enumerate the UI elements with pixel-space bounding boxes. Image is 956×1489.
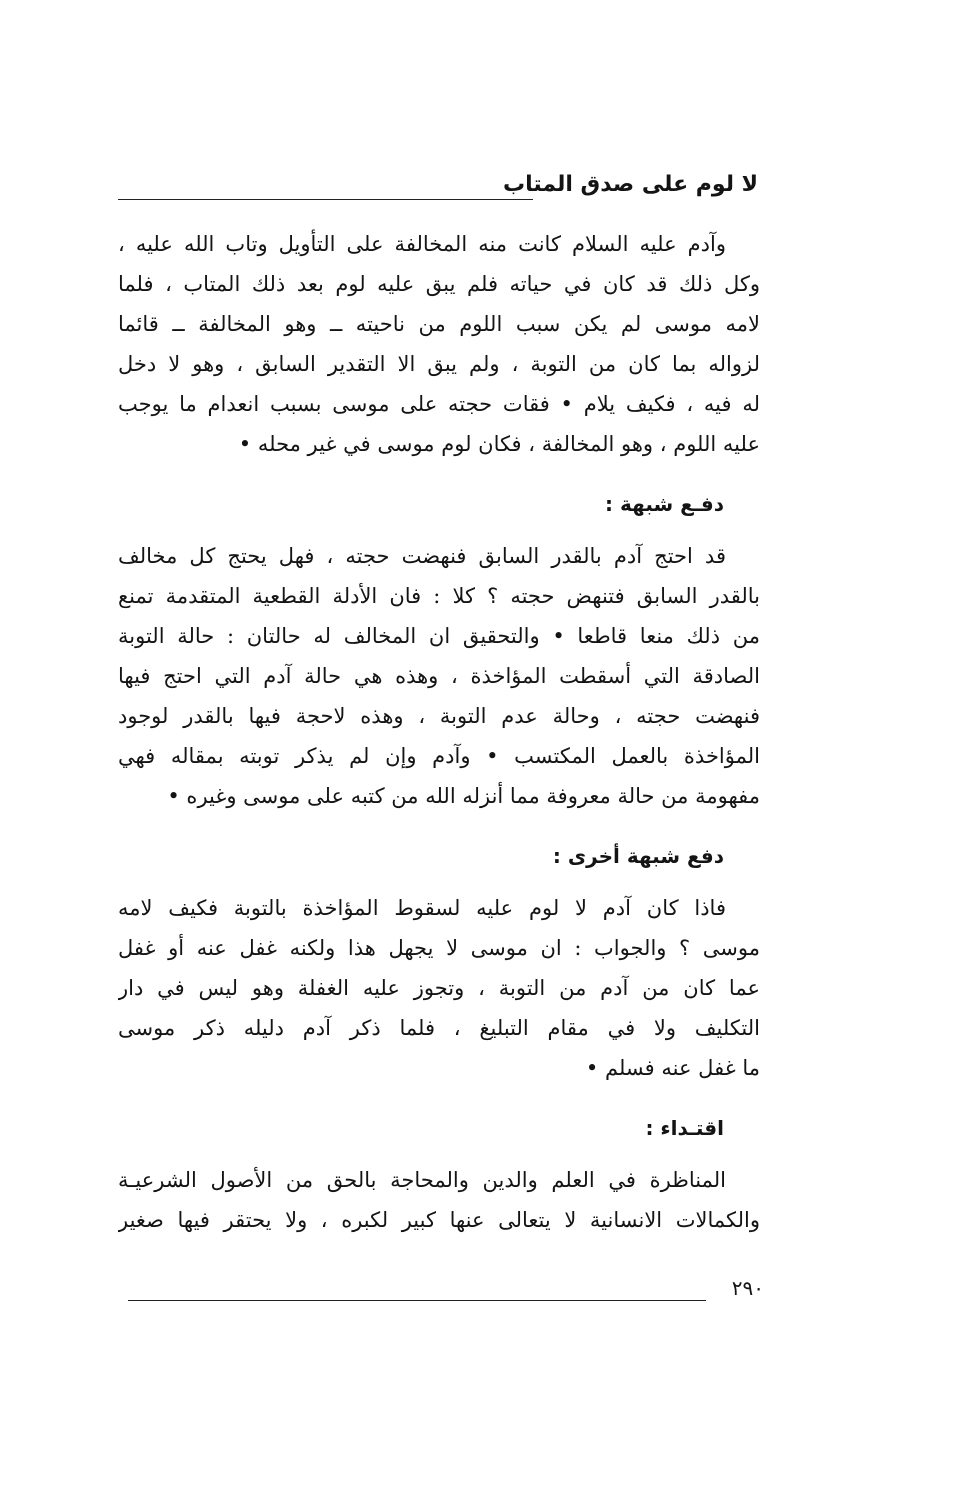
- text-line: له فيه ، فكيف يلام • فقات حجته على موسى بسبب انعدام ما يوجب: [118, 392, 760, 416]
- page-number: ٢٩٠: [731, 1276, 764, 1300]
- text-line: مفهومة من حالة معروفة مما أنزله الله من كتبه على موسى وغيره •: [167, 784, 760, 808]
- text-line: ما غفل عنه فسلم •: [585, 1056, 760, 1080]
- text-line: موسى ؟ والجواب : ان موسى لا يجهل هذا ولكنه غفل عنه أو غفل: [118, 936, 760, 960]
- text-line: وكل ذلك قد كان في حياته فلم يبق عليه لوم بعد ذلك المتاب ، فلما: [118, 272, 760, 296]
- paragraph-rebuttal: [118, 536, 760, 816]
- text-line: لامه موسى لم يكن سبب اللوم من ناحيته ــ وهو المخالفة ــ قائما: [118, 312, 760, 336]
- text-line: التكليف ولا في مقام التبليغ ، فلما ذكر آدم دليله ذكر موسى: [118, 1016, 760, 1040]
- header-rule: [118, 199, 533, 200]
- text-line: لزواله بما كان من التوبة ، ولم يبق الا التقدير السابق ، وهو لا دخل: [118, 352, 760, 376]
- text-line: الصادقة التي أسقطت المؤاخذة ، وهذه هي حالة آدم التي احتج فيها: [118, 664, 760, 688]
- section-heading: دفـع شبهة :: [605, 492, 724, 516]
- text-line: فاذا كان آدم لا لوم عليه لسقوط المؤاخذة بالتوبة فكيف لامه: [118, 896, 726, 920]
- text-line: من ذلك منعا قاطعا • والتحقيق ان المخالف له حالتان : حالة التوبة: [118, 624, 760, 648]
- running-title: لا لوم على صدق المتاب: [503, 172, 758, 197]
- text-line: والكمالات الانسانية لا يتعالى عنها كبير لكبره ، ولا يحتقر فيها صغير: [118, 1208, 760, 1232]
- text-line: المؤاخذة بالعمل المكتسب • وآدم وإن لم يذكر توبته بمقاله فهي: [118, 744, 760, 768]
- page-footer: [128, 1276, 764, 1316]
- text-line: بالقدر السابق فتنهض حجته ؟ كلا : فان الأدلة القطعية المتقدمة تمنع: [118, 584, 760, 608]
- text-line: وآدم عليه السلام كانت منه المخالفة على التأويل وتاب الله عليه ،: [118, 232, 726, 256]
- section-heading: دفع شبهة أخرى :: [552, 844, 724, 868]
- paragraph-emulation: [118, 1160, 760, 1240]
- text-line: عما كان من آدم من التوبة ، وتجوز عليه الغفلة وهو ليس في دار: [118, 976, 760, 1000]
- section-heading: اقتـداء :: [645, 1116, 724, 1140]
- paragraph-adam-repentance: [118, 224, 760, 464]
- page-header: [118, 168, 758, 208]
- text-line: قد احتج آدم بالقدر السابق فنهضت حجته ، فهل يحتج كل مخالف: [118, 544, 726, 568]
- paragraph-another-rebuttal: [118, 888, 760, 1088]
- text-line: المناظرة في العلم والدين والمحاجة بالحق من الأصول الشرعيـة: [118, 1168, 726, 1192]
- text-line: عليه اللوم ، وهو المخالفة ، فكان لوم موسى في غير محله •: [238, 432, 760, 456]
- text-line: فنهضت حجته ، وحالة عدم التوبة ، وهذه لاحجة فيها بالقدر لوجود: [118, 704, 760, 728]
- body-text: [118, 224, 760, 1240]
- footer-rule: [128, 1300, 706, 1301]
